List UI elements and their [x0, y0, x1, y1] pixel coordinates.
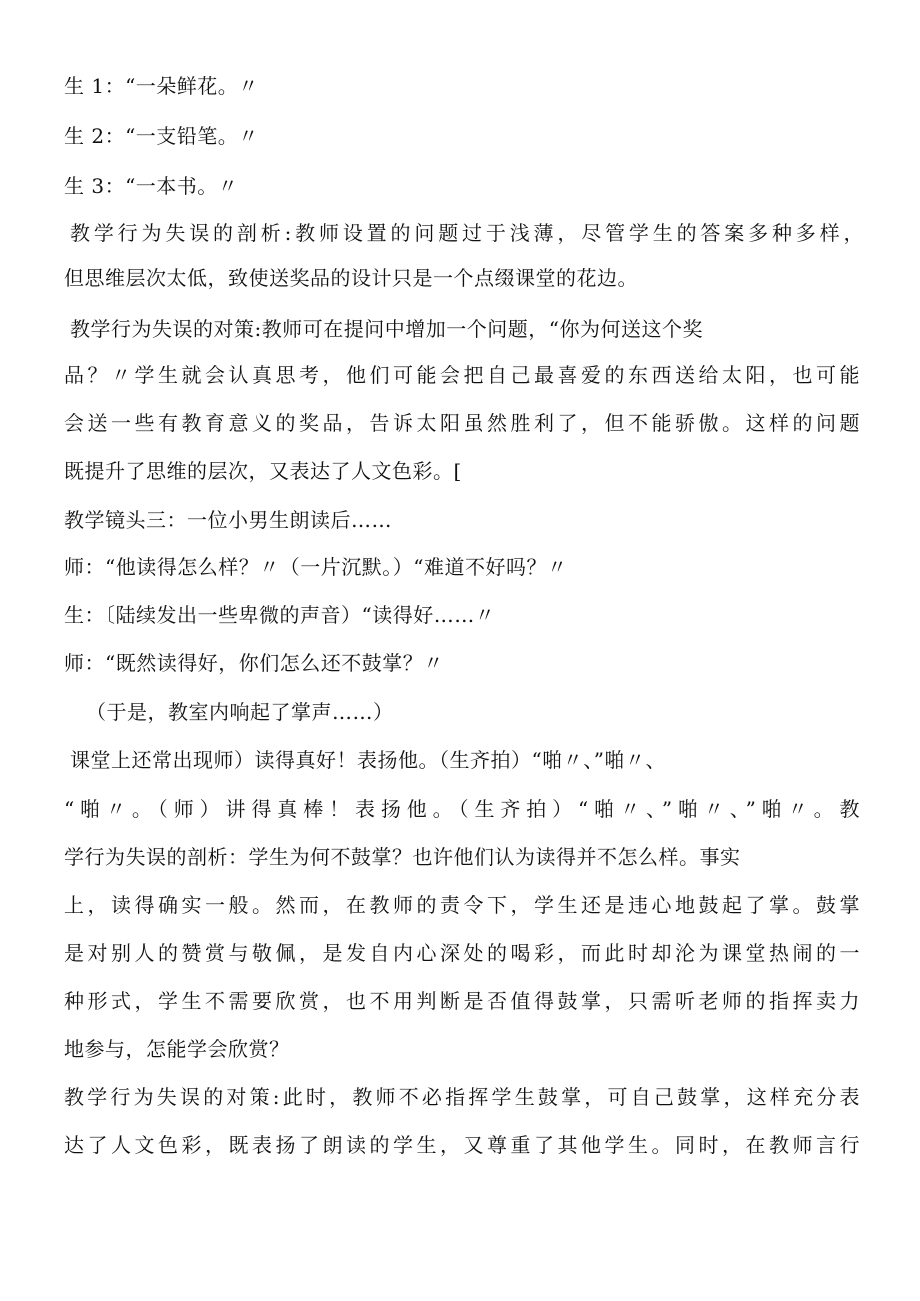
dialogue-line-student: 生：〔陆续发出一些卑微的声音）“读得好……〃 [64, 603, 496, 627]
paragraph-line: 教学行为失误的对策:此时，教师不必指挥学生鼓掌，可自己鼓掌，这样充分表 [64, 1085, 860, 1109]
paragraph-line: 既提升了思维的层次，又表达了人文色彩。[ [64, 459, 462, 483]
paragraph-line: 会送一些有教育意义的奖品，告诉太阳虽然胜利了，但不能骄傲。这样的问题 [64, 411, 860, 435]
paragraph-line: 但思维层次太低，致使送奖品的设计只是一个点缀课堂的花边。 [64, 266, 638, 290]
paragraph-line: 教学行为失误的剖析:教师设置的问题过于浅薄，尽管学生的答案多种多样， [70, 221, 864, 245]
stage-direction: （于是，教室内响起了掌声……） [86, 700, 394, 724]
dialogue-line-student-1: 生 1：“一朵鲜花。〃 [64, 74, 259, 98]
paragraph-line: 地参与，怎能学会欣赏？ [64, 1037, 290, 1061]
dialogue-line-student-3: 生 3：“一本书。〃 [64, 174, 239, 198]
paragraph-line: 达了人文色彩，既表扬了朗读的学生，又尊重了其他学生。同时，在教师言行 [64, 1133, 860, 1157]
paragraph-line: 是对别人的赞赏与敬佩，是发自内心深处的喝彩，而此时却沦为课堂热闹的一 [64, 941, 860, 965]
paragraph-line: 学行为失误的剖析：学生为何不鼓掌？也许他们认为读得并不怎么样。事实 [64, 845, 741, 869]
paragraph-line: 教学行为失误的对策:教师可在提问中增加一个问题，“你为何送这个奖 [70, 317, 703, 341]
section-heading: 教学镜头三：一位小男生朗读后…… [64, 508, 392, 532]
paragraph-line: “啪〃。（师）讲得真棒！表扬他。（生齐拍）“啪〃、”啪〃、”啪〃。教 [64, 797, 860, 821]
dialogue-line-student-2: 生 2：“一支铅笔。〃 [64, 124, 259, 148]
dialogue-line-teacher: 师：“他读得怎么样？〃（一片沉默。）“难道不好吗？〃 [64, 555, 568, 579]
paragraph-line: 课堂上还常出现师）读得真好！表扬他。（生齐拍）“啪〃、”啪〃、 [70, 748, 666, 772]
paragraph-line: 上，读得确实一般。然而，在教师的责令下，学生还是违心地鼓起了掌。鼓掌 [64, 893, 860, 917]
dialogue-line-teacher: 师：“既然读得好，你们怎么还不鼓掌？〃 [64, 651, 444, 675]
paragraph-line: 品？〃学生就会认真思考，他们可能会把自己最喜爱的东西送给太阳，也可能 [64, 363, 860, 387]
paragraph-line: 种形式，学生不需要欣赏，也不用判断是否值得鼓掌，只需听老师的指挥卖力 [64, 989, 860, 1013]
